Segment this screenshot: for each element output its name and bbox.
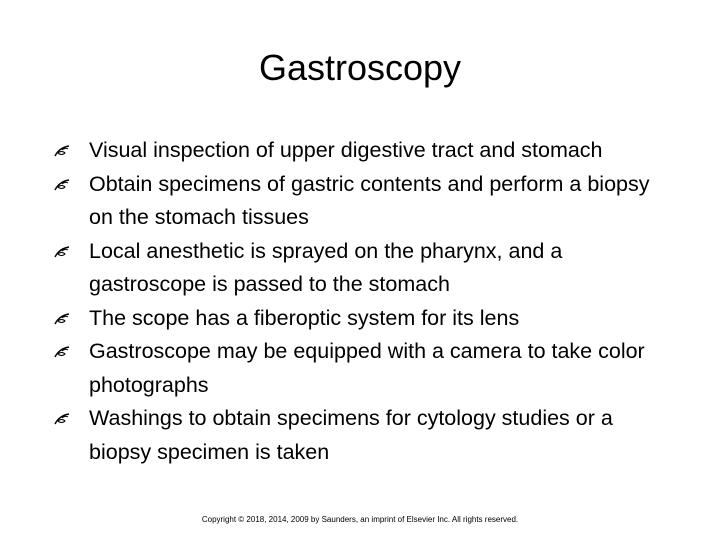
bullet-text: The scope has a fiberoptic system for its lens: [89, 305, 520, 330]
bullet-text: Washings to obtain specimens for cytology studies or a biopsy specimen is taken: [89, 406, 613, 464]
bullet-item: [54, 302, 674, 336]
feather-swirl-bullet-icon: [54, 345, 70, 359]
bullet-text: Gastroscope may be equipped with a camera to take color photographs: [89, 339, 645, 397]
feather-swirl-bullet-icon: [54, 412, 70, 426]
bullet-item: [54, 402, 674, 469]
copyright-footer: Copyright © 2018, 2014, 2009 by Saunders, an imprint of Elsevier Inc. All rights reserved.: [201, 515, 519, 524]
bullet-item: [54, 335, 674, 402]
bullet-text: Obtain specimens of gastric contents and perform a biopsy on the stomach tissues: [89, 171, 650, 229]
slide-title: Gastroscopy: [258, 47, 462, 88]
bullet-item: [54, 134, 674, 168]
feather-swirl-bullet-icon: [54, 245, 70, 259]
bullet-item: [54, 235, 674, 302]
feather-swirl-bullet-icon: [54, 144, 70, 158]
feather-swirl-bullet-icon: [54, 178, 70, 192]
bullet-text: Visual inspection of upper digestive tract and stomach: [89, 138, 603, 162]
bullet-list: [54, 134, 674, 469]
feather-swirl-bullet-icon: [54, 312, 70, 326]
bullet-item: [54, 168, 674, 235]
bullet-text: Local anesthetic is sprayed on the pharynx, and a gastroscope is passed to the stomach: [89, 238, 563, 296]
